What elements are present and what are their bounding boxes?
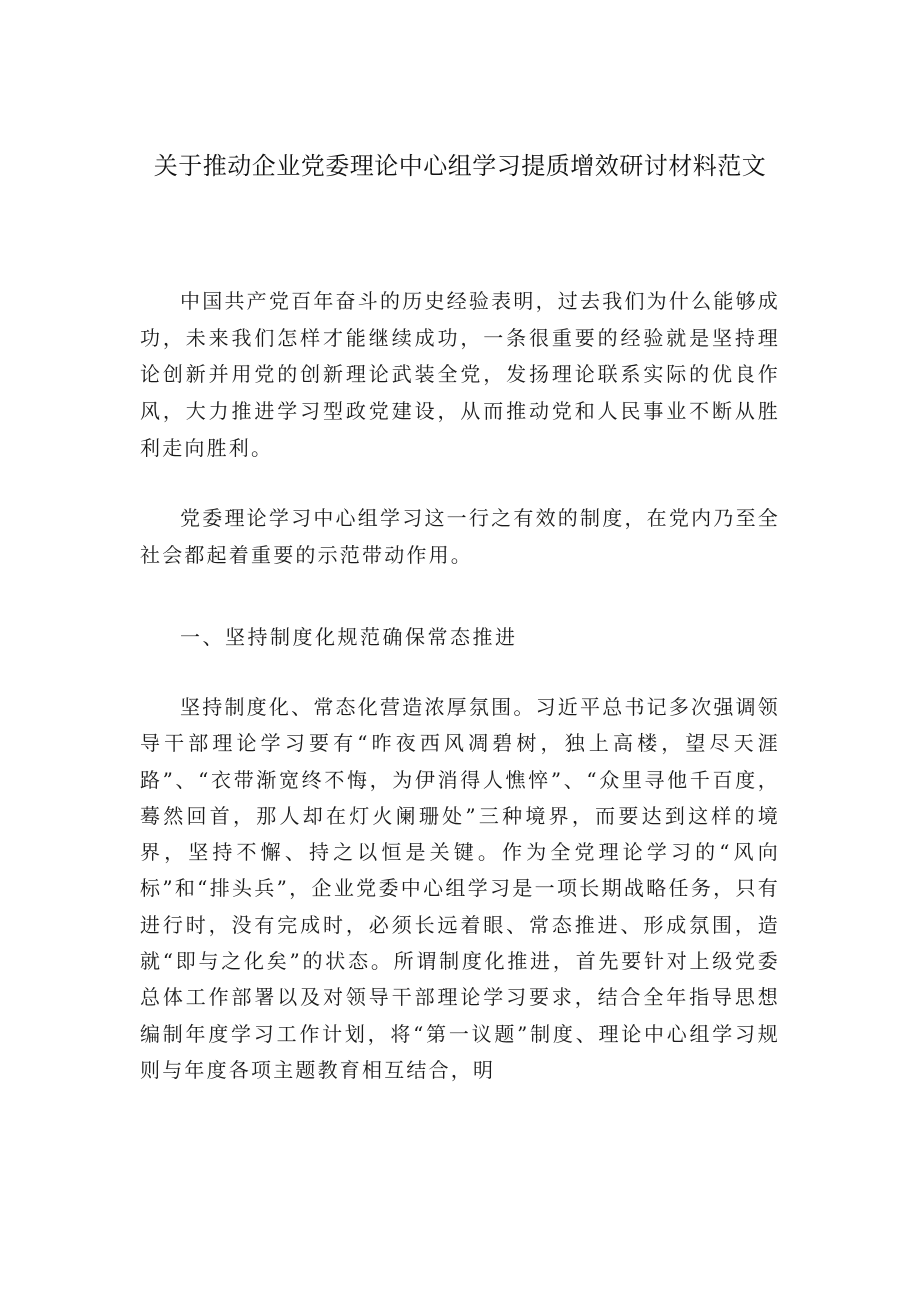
paragraph-system: 党委理论学习中心组学习这一行之有效的制度，在党内乃至全社会都起着重要的示范带动作用。 [140,506,780,567]
paragraph-intro: 中国共产党百年奋斗的历史经验表明，过去我们为什么能够成功，未来我们怎样才能继续成功，一条很重要的经验就是坚持理论创新并用党的创新理论武装全党，发扬理论联系实际的优良作风，大力推进学习型政党建设，从而推动党和人民事业不断从胜利走向胜利。 [140,289,780,460]
section-heading-1: 一、坚持制度化规范确保常态推进 [180,625,518,649]
paragraph-3-block [140,689,780,1088]
document-title: 关于推动企业党委理论中心组学习提质增效研讨材料范文 [153,152,767,180]
section-heading-block [140,619,780,656]
paragraph-2-block [140,500,780,573]
paragraph-institutionalization: 坚持制度化、常态化营造浓厚氛围。习近平总书记多次强调领导干部理论学习要有“昨夜西风凋碧树，独上高楼，望尽天涯路”、“衣带渐宽终不悔，为伊消得人憔悴”、“众里寻他千百度，蓦然回首，那人却在灯火阑珊处”三种境界，而要达到这样的境界，坚持不懈、持之以恒是关键。作为全党理论学习的“风向标”和“排头兵”，企业党委中心组学习是一项长期战略任务，只有进行时，没有完成时，必须长远着眼、常态推进、形成氛围，造就“即与之化矣”的状态。所谓制度化推进，首先要针对上级党委总体工作部署以及对领导干部理论学习要求，结合全年指导思想编制年度学习工作计划，将“第一议题”制度、理论中心组学习规则与年度各项主题教育相互结合，明 [140,695,780,1082]
paragraph-1-block [140,283,780,467]
